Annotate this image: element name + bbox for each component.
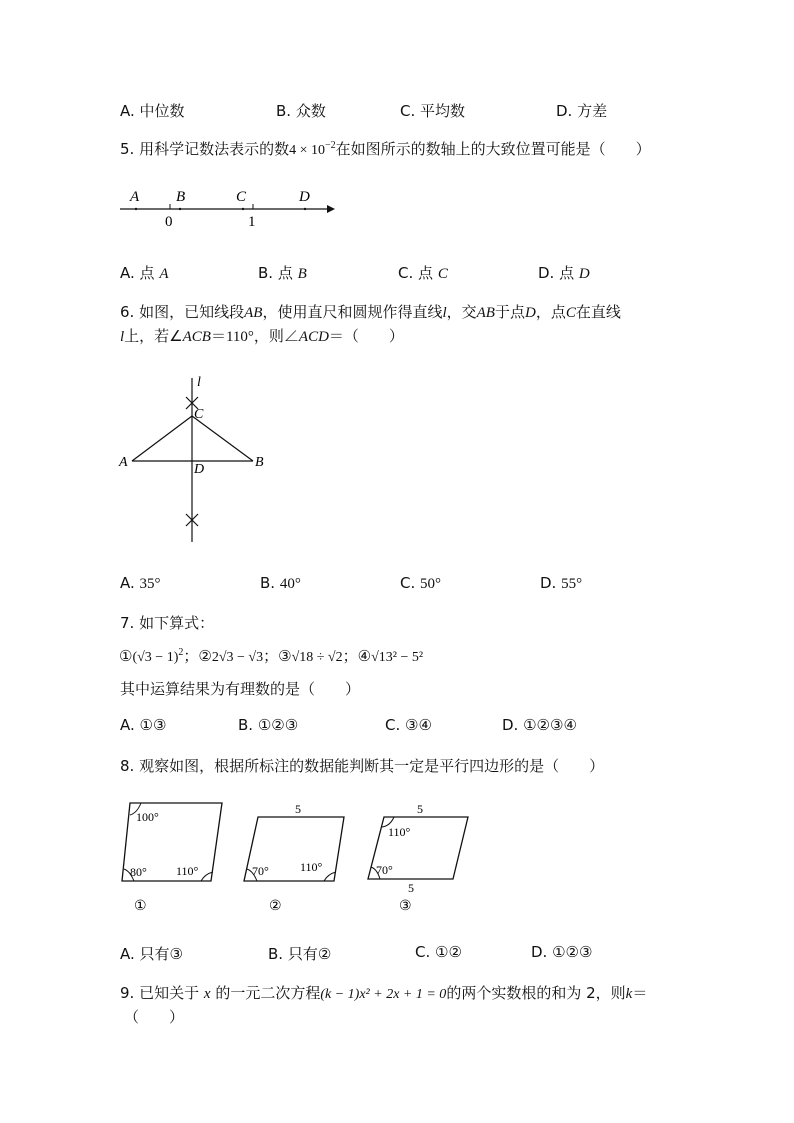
- option-letter: D.: [540, 574, 557, 592]
- side-label: 5: [417, 802, 423, 816]
- segment-cb-stroke: [192, 416, 253, 461]
- option-text: 中位数: [139, 102, 185, 120]
- option-letter: D.: [502, 716, 519, 734]
- option-text: 点: [277, 264, 293, 282]
- label-c: C: [194, 407, 204, 422]
- angle-acb: ACB: [182, 329, 211, 345]
- option-letter: C.: [415, 943, 431, 961]
- option-text: ①②③: [257, 716, 299, 734]
- q9-stem: [120, 982, 647, 1003]
- question-number: 9.: [120, 984, 135, 1002]
- stem-text: 如图，已知线段: [139, 303, 245, 321]
- option-letter: A.: [120, 716, 135, 734]
- stem-text: ，使用直尺和圆规作得直线: [262, 303, 443, 321]
- point-c: C: [565, 305, 576, 321]
- q5-option-a[interactable]: [120, 262, 169, 283]
- q5-option-c[interactable]: [398, 262, 448, 283]
- point-a-label: A: [130, 189, 140, 205]
- option-text: 点: [139, 264, 155, 282]
- option-letter: D.: [538, 264, 555, 282]
- expr-3-body: √18 ÷ √2: [291, 650, 343, 665]
- q7-option-d[interactable]: [502, 716, 577, 734]
- option-text: 方差: [577, 102, 608, 120]
- expr-1-body: (√3 − 1): [132, 650, 179, 665]
- option-text: 点: [559, 264, 575, 282]
- point-a-dot: [135, 208, 137, 210]
- question-number: 5.: [120, 140, 135, 158]
- q7-option-c[interactable]: [385, 716, 432, 734]
- angle-label: 80°: [130, 865, 147, 879]
- angle-label: 110°: [300, 860, 323, 874]
- q8-option-d[interactable]: [531, 943, 592, 961]
- stem-text: 已知关于: [139, 984, 200, 1002]
- point-b-dot: [179, 208, 181, 210]
- stem-text: ＝（ ）: [328, 327, 404, 345]
- option-letter: B.: [268, 945, 284, 963]
- option-text: 只有③: [139, 945, 183, 963]
- angle-label: 110°: [176, 864, 199, 878]
- option-var: C: [437, 266, 448, 282]
- option-text: ①③: [139, 716, 167, 734]
- figure-label: ②: [269, 899, 282, 914]
- angle-label: 110°: [388, 825, 411, 839]
- side-label: 5: [408, 881, 414, 895]
- option-letter: D.: [556, 102, 573, 120]
- option-text: 35°: [139, 576, 161, 592]
- label-l: l: [197, 375, 201, 390]
- number-line-figure: [115, 182, 340, 230]
- option-var: D: [578, 266, 590, 282]
- option-letter: C.: [400, 574, 416, 592]
- option-text: 众数: [295, 102, 326, 120]
- option-text: ①②③④: [523, 716, 577, 734]
- label-d: D: [194, 462, 205, 477]
- sci-notation-base: 4 × 10: [289, 143, 326, 158]
- angle-label: 70°: [376, 863, 393, 877]
- q7-stem: [120, 612, 214, 633]
- q8-option-c[interactable]: [415, 943, 462, 961]
- segment-ab: AB: [476, 305, 495, 321]
- figure-2: [244, 802, 344, 914]
- q8-option-a[interactable]: [120, 943, 183, 964]
- point-d-dot: [304, 208, 306, 210]
- separator: ；: [183, 647, 199, 665]
- label-b: B: [255, 455, 264, 470]
- point-d-label: D: [299, 189, 310, 205]
- point-b-label: B: [176, 189, 186, 205]
- stem-text: ＝: [632, 984, 648, 1002]
- figure-1: [122, 803, 222, 914]
- option-text: ③④: [405, 716, 432, 734]
- quadrilaterals-figure: [110, 795, 490, 920]
- stem-text: 观察如图，根据所标注的数据能判断其一定是平行四边形的是（ ）: [139, 757, 605, 775]
- arrow-head-icon: [327, 205, 335, 213]
- stem-text: 的一元二次方程: [215, 984, 321, 1002]
- q6-stem-line1: [120, 301, 621, 322]
- q6-option-b[interactable]: [260, 574, 301, 593]
- var-x: x: [203, 986, 211, 1002]
- angle-label: 70°: [252, 864, 269, 878]
- option-text: 55°: [561, 576, 583, 592]
- figure-label: ③: [399, 899, 412, 914]
- option-letter: A.: [120, 945, 135, 963]
- q7-option-a[interactable]: [120, 716, 166, 734]
- q4-option-c[interactable]: [400, 100, 465, 121]
- expr-1-marker: ①: [119, 647, 133, 665]
- option-letter: A.: [120, 574, 135, 592]
- question-number: 6.: [120, 303, 135, 321]
- stem-text: 如下算式：: [139, 614, 215, 632]
- angle-acd: ACD: [298, 329, 329, 345]
- option-letter: B.: [258, 264, 274, 282]
- option-var: A: [159, 266, 169, 282]
- q6-option-a[interactable]: [120, 574, 161, 593]
- question-number: 7.: [120, 614, 135, 632]
- q4-option-a[interactable]: [120, 100, 185, 121]
- option-letter: C.: [385, 716, 401, 734]
- q7-expressions: [119, 645, 423, 666]
- segment-ac-stroke: [132, 416, 192, 461]
- question-number: 8.: [120, 757, 135, 775]
- option-letter: C.: [398, 264, 414, 282]
- line-l: l: [120, 329, 125, 345]
- figure-3: [368, 802, 468, 914]
- option-letter: C.: [400, 102, 416, 120]
- equation: (k − 1)x² + 2x + 1 = 0: [320, 987, 447, 1002]
- line-l: l: [442, 305, 447, 321]
- q6-option-d[interactable]: [540, 574, 582, 593]
- angle-label: 100°: [136, 810, 159, 824]
- option-letter: B.: [238, 716, 254, 734]
- stem-text: 上，若∠: [124, 327, 183, 345]
- option-text: ①②: [435, 943, 462, 961]
- q4-option-d[interactable]: [556, 100, 607, 121]
- q6-option-c[interactable]: [400, 574, 441, 593]
- tick-label-zero: 0: [165, 214, 173, 230]
- stem-text: 在如图所示的数轴上的大致位置可能是（ ）: [335, 140, 651, 158]
- perpendicular-bisector-figure: [112, 370, 277, 545]
- q7-option-b[interactable]: [238, 716, 298, 734]
- var-k: k: [625, 986, 633, 1002]
- stem-text: 的两个实数根的和为 2，则: [446, 984, 626, 1002]
- point-c-dot: [242, 208, 244, 210]
- option-letter: A.: [120, 102, 135, 120]
- expr-3-marker: ③: [278, 647, 292, 665]
- q6-stem-line2: [120, 325, 404, 346]
- q9-answer-blank: （ ）: [124, 1008, 185, 1026]
- q5-option-d[interactable]: [538, 262, 590, 283]
- q8-option-b[interactable]: [268, 943, 331, 964]
- q8-stem: [120, 755, 604, 776]
- stem-text: 在直线: [575, 303, 621, 321]
- label-a: A: [119, 455, 128, 470]
- q5-option-b[interactable]: [258, 262, 307, 283]
- expr-2-body: 2√3 − √3: [211, 650, 264, 665]
- figure-label: ①: [134, 899, 147, 914]
- stem-text: ＝110°，则∠: [210, 329, 299, 345]
- stem-text: ，点: [535, 303, 566, 321]
- option-letter: B.: [276, 102, 292, 120]
- option-text: 平均数: [420, 102, 466, 120]
- stem-text: ，交: [446, 303, 477, 321]
- tick-label-one: 1: [248, 214, 256, 230]
- point-c-label: C: [236, 189, 247, 205]
- side-label: 5: [295, 802, 301, 816]
- q7-question: 其中运算结果为有理数的是（ ）: [120, 680, 361, 698]
- sci-notation-exponent: −2: [325, 140, 336, 151]
- q5-stem: [120, 138, 651, 159]
- separator: ；: [263, 647, 279, 665]
- option-letter: B.: [260, 574, 276, 592]
- stem-text: 用科学记数法表示的数: [139, 140, 290, 158]
- option-text: ①②③: [552, 943, 593, 961]
- option-text: 只有②: [287, 945, 332, 963]
- expr-1-exponent: 2: [178, 647, 184, 658]
- separator: ；: [342, 647, 358, 665]
- option-letter: A.: [120, 264, 135, 282]
- segment-ab: AB: [244, 305, 263, 321]
- option-var: B: [297, 266, 307, 282]
- expr-4-body: √13² − 5²: [371, 650, 424, 665]
- option-letter: D.: [531, 943, 548, 961]
- option-text: 40°: [279, 576, 301, 592]
- expr-2-marker: ②: [198, 647, 212, 665]
- stem-text: 于点: [494, 303, 525, 321]
- option-text: 50°: [420, 576, 442, 592]
- q4-option-b[interactable]: [276, 100, 326, 121]
- option-text: 点: [418, 264, 434, 282]
- point-d: D: [524, 305, 536, 321]
- expr-4-marker: ④: [357, 647, 372, 665]
